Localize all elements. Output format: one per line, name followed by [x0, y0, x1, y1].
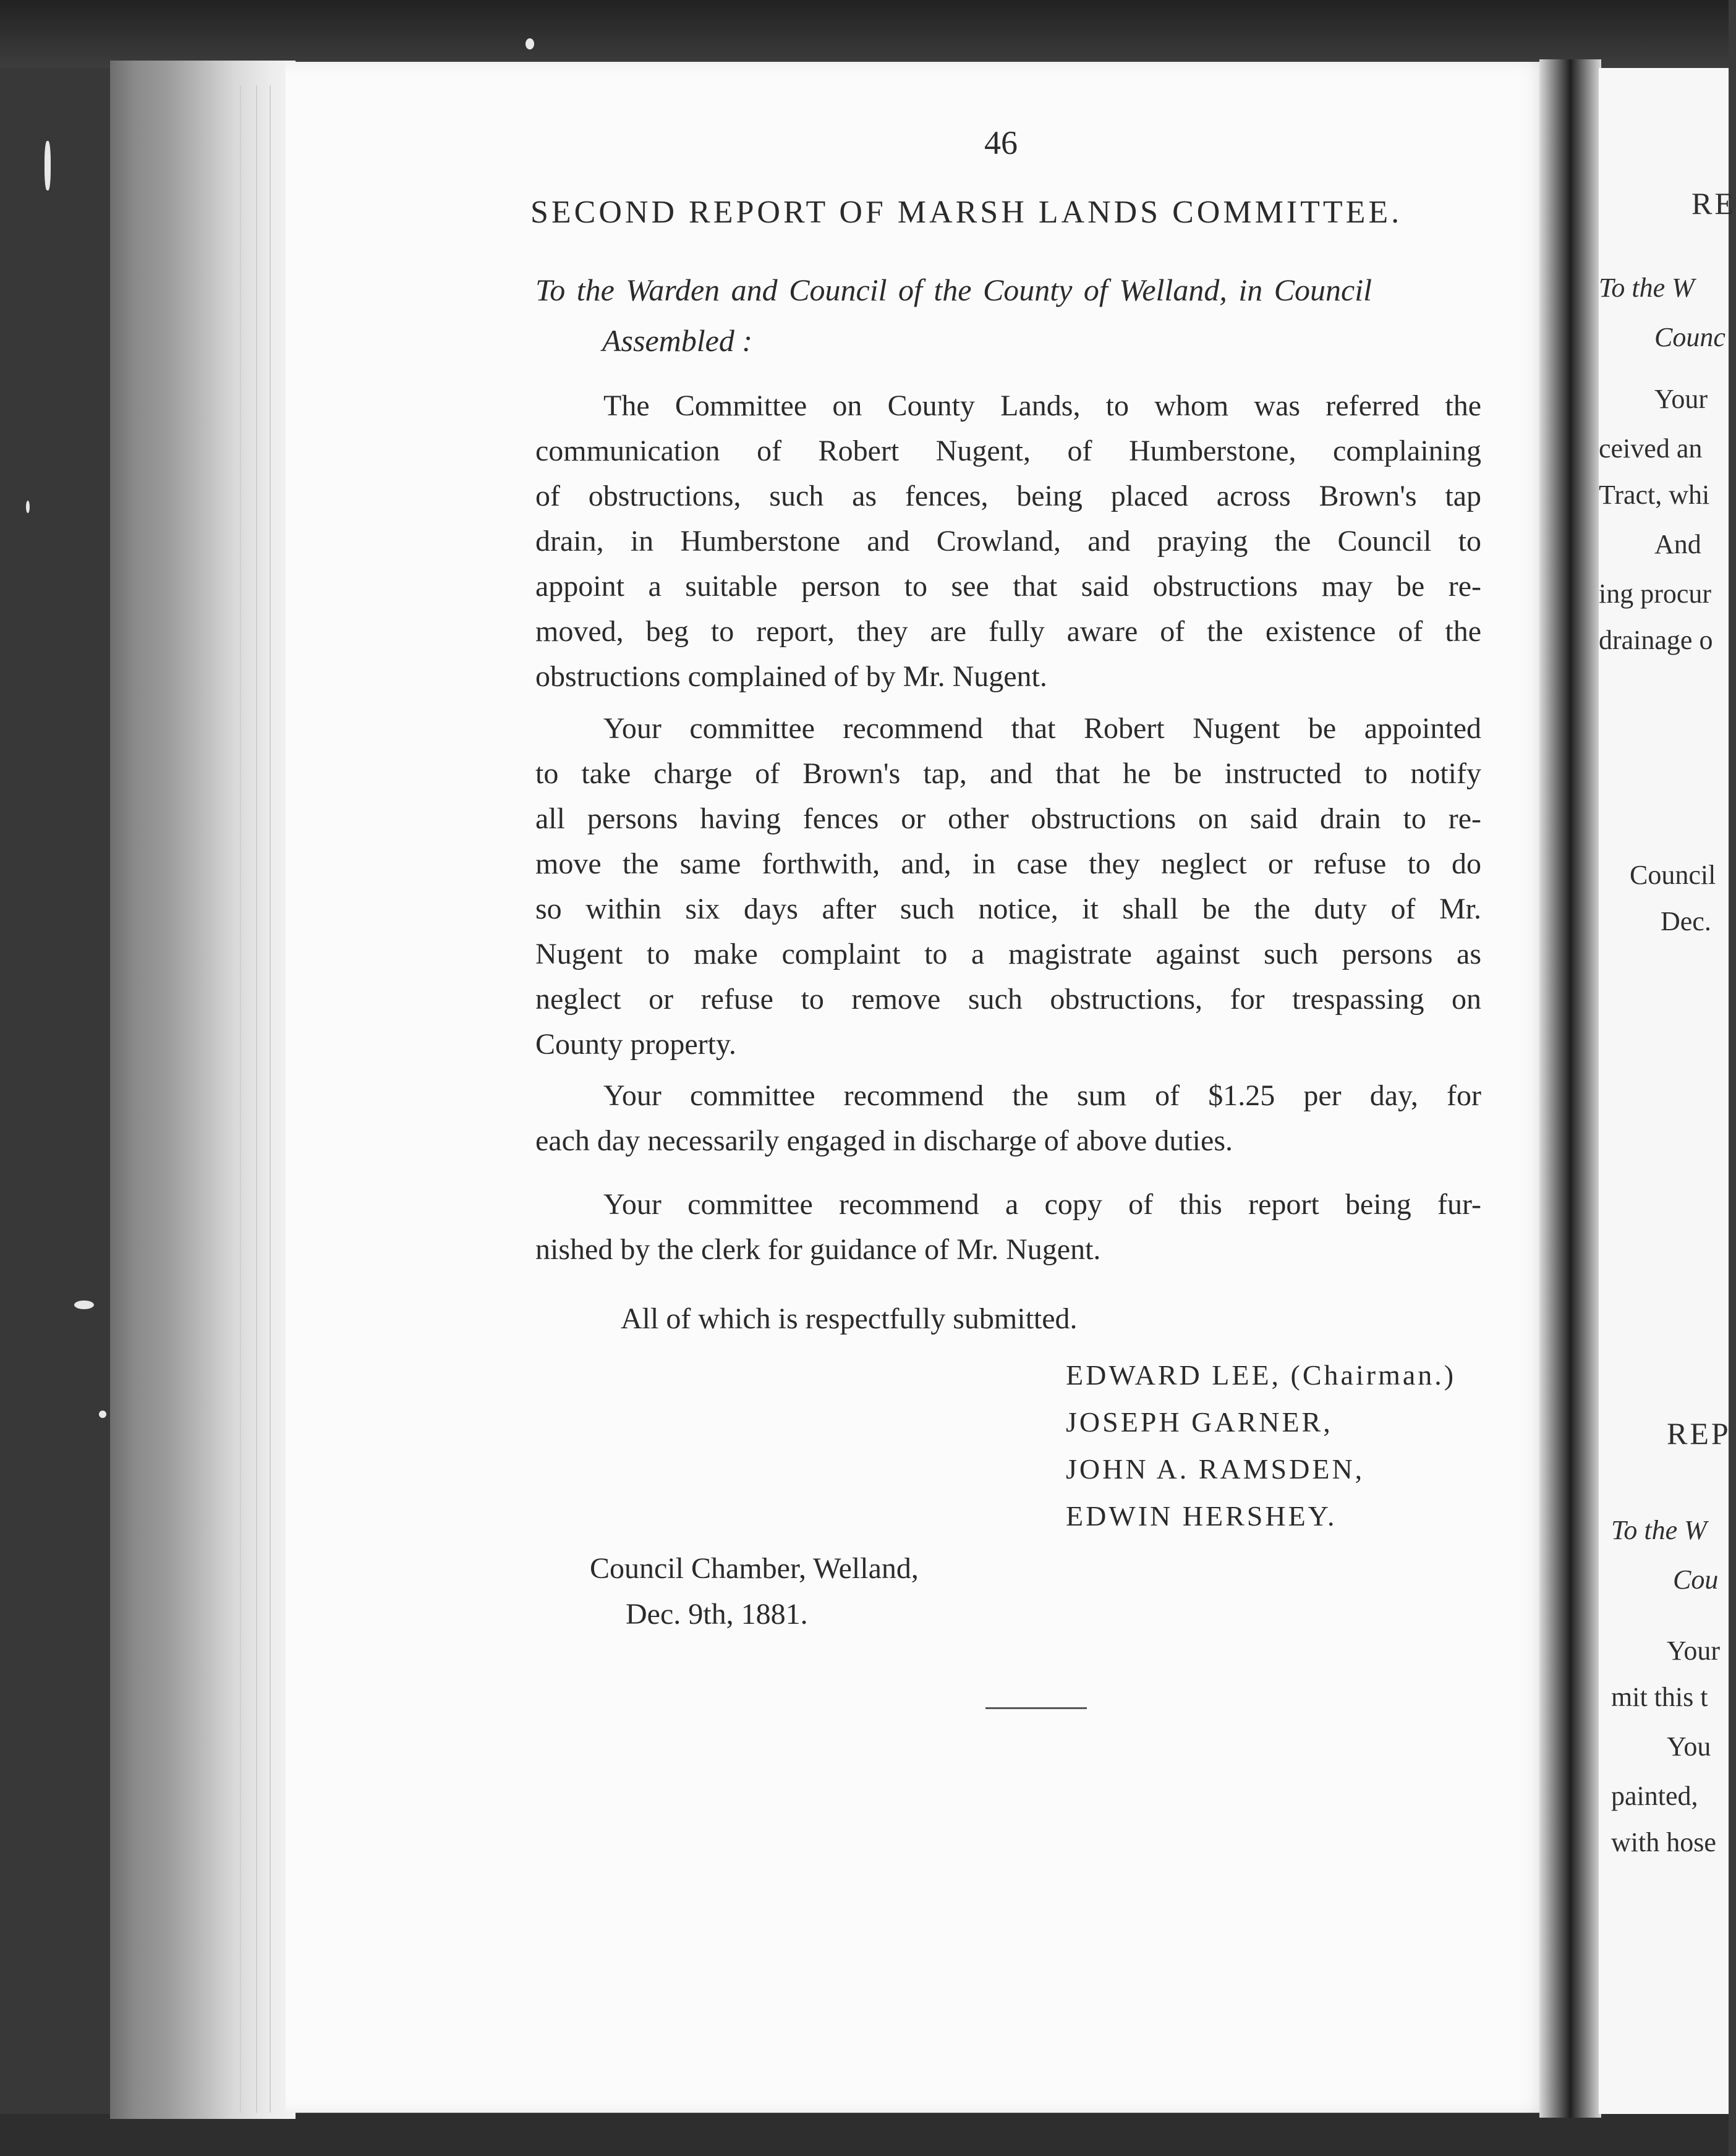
facing-text-fragment: ing procur	[1599, 579, 1712, 609]
signatory: JOHN A. RAMSDEN,	[1066, 1453, 1365, 1485]
paragraph-recommendation-pay	[535, 1073, 1481, 1163]
facing-text-fragment: with hose	[1611, 1827, 1716, 1857]
text-line: Your committee recommend a copy of this report being fur-	[603, 1188, 1481, 1221]
facing-text-fragment: To the W	[1611, 1515, 1707, 1545]
text-line: moved, beg to report, they are fully aware of the existence of the	[535, 615, 1481, 648]
text-line: move the same forthwith, and, in case they neglect or refuse to do	[535, 847, 1481, 880]
page-edge-line	[256, 85, 257, 2113]
text-line: Your committee recommend that Robert Nugent be appointed	[603, 712, 1481, 745]
text-line: drain, in Humberstone and Crowland, and praying the Council to	[535, 525, 1481, 558]
facing-text-fragment: To the W	[1599, 273, 1695, 303]
page-edge-line	[240, 85, 241, 2113]
scanner-background-bottom	[0, 2114, 1729, 2156]
text-line: each day necessarily engaged in discharge of above duties.	[535, 1124, 1233, 1157]
page-number: 46	[984, 124, 1018, 161]
facing-text-fragment: Council	[1630, 860, 1716, 890]
facing-text-fragment: Your	[1667, 1636, 1721, 1666]
page-edge-line	[270, 85, 271, 2113]
facing-text-fragment: You	[1667, 1731, 1711, 1762]
report-heading: SECOND REPORT OF MARSH LANDS COMMITTEE.	[530, 195, 1403, 230]
signing-date: Dec. 9th, 1881.	[626, 1598, 808, 1631]
text-line: obstructions complained of by Mr. Nugent.	[535, 660, 1047, 693]
text-line: Your committee recommend the sum of $1.25 per day, for	[603, 1079, 1481, 1112]
submission-line: All of which is respectfully submitted.	[621, 1302, 1078, 1335]
facing-page	[1599, 68, 1736, 2114]
book-gutter	[1539, 59, 1601, 2118]
dust-speck	[45, 141, 51, 190]
facing-text-fragment: mit this t	[1611, 1682, 1708, 1712]
facing-text-fragment: ceived an	[1599, 433, 1703, 464]
facing-heading-fragment: RE	[1691, 186, 1736, 221]
facing-text-fragment: And	[1654, 529, 1701, 559]
paragraph-recommendation-copy	[535, 1182, 1481, 1272]
facing-text-fragment: drainage o	[1599, 625, 1713, 655]
dust-speck	[26, 501, 30, 513]
facing-text-fragment: Dec.	[1661, 906, 1711, 936]
text-line: appoint a suitable person to see that said obstructions may be re-	[535, 570, 1481, 603]
facing-text-fragment: Your	[1654, 384, 1708, 414]
paragraph-committee-report	[535, 383, 1481, 699]
addressee-line-1: To the Warden and Council of the County of Welland, in Council	[535, 273, 1372, 307]
section-divider	[985, 1707, 1087, 1709]
facing-text-fragment: Cou	[1673, 1564, 1719, 1595]
signatory: EDWIN HERSHEY.	[1066, 1500, 1337, 1532]
scanner-background-top	[0, 0, 1729, 68]
text-line: to take charge of Brown's tap, and that he be instructed to notify	[535, 757, 1481, 790]
signatory-chairman: EDWARD LEE, (Chairman.)	[1066, 1359, 1457, 1391]
text-line: The Committee on County Lands, to whom was referred the	[603, 389, 1481, 422]
text-line: all persons having fences or other obstructions on said drain to re-	[535, 802, 1481, 835]
text-line: communication of Robert Nugent, of Humberstone, complaining	[535, 435, 1481, 467]
page-edges	[110, 61, 296, 2119]
dust-speck	[99, 1411, 106, 1418]
facing-text-fragment: Counc	[1654, 322, 1725, 352]
addressee-line-2: Assembled :	[602, 323, 752, 358]
facing-text-fragment: Tract, whi	[1599, 480, 1710, 510]
paragraph-recommendation-appointment	[535, 706, 1481, 1067]
text-line: so within six days after such notice, it shall be the duty of Mr.	[535, 893, 1481, 925]
text-line: Nugent to make complaint to a magistrate against such persons as	[535, 938, 1481, 970]
dust-speck	[525, 38, 534, 49]
signatory: JOSEPH GARNER,	[1066, 1406, 1333, 1438]
facing-text-fragment: painted,	[1611, 1781, 1698, 1811]
facing-heading-fragment: REP	[1667, 1416, 1731, 1451]
text-line: neglect or refuse to remove such obstructions, for trespassing on	[535, 983, 1481, 1016]
text-line: County property.	[535, 1028, 736, 1061]
text-line: nished by the clerk for guidance of Mr. Nugent.	[535, 1233, 1101, 1266]
signing-place: Council Chamber, Welland,	[590, 1552, 919, 1585]
dust-speck	[74, 1301, 94, 1309]
text-line: of obstructions, such as fences, being placed across Brown's tap	[535, 480, 1481, 512]
